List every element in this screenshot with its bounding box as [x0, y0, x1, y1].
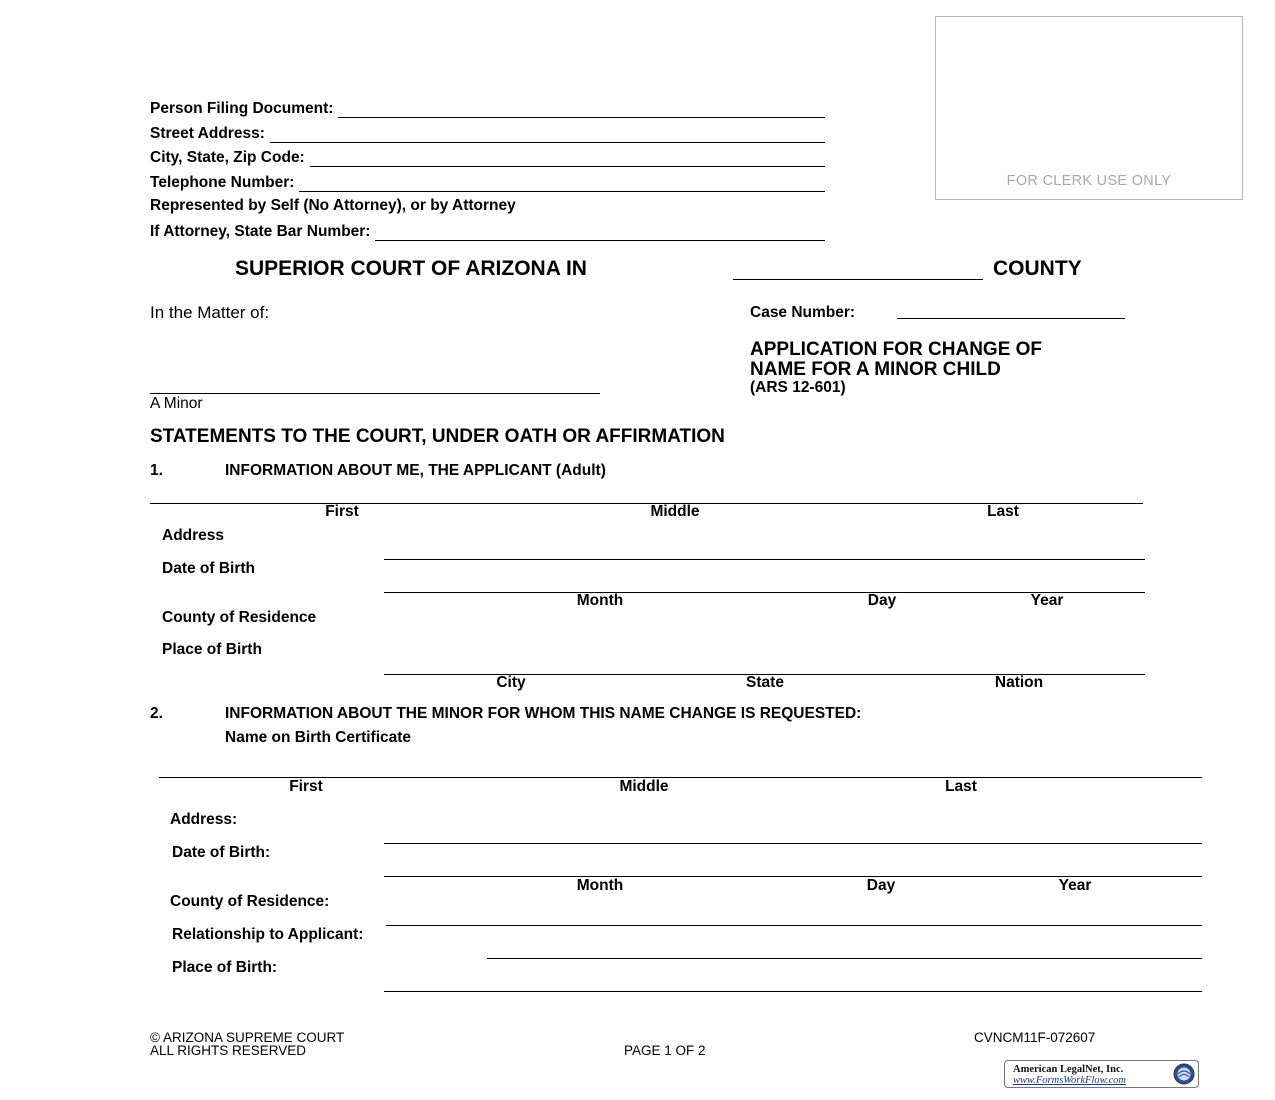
clerk-use-box — [935, 16, 1243, 200]
city-state-zip-line[interactable] — [310, 152, 825, 167]
city-state-zip-field[interactable] — [150, 147, 825, 167]
person-filing-field[interactable] — [150, 98, 825, 118]
footer-page-number: PAGE 1 OF 2 — [624, 1043, 706, 1058]
section2-title: INFORMATION ABOUT THE MINOR FOR WHOM THIS NAME CHANGE IS REQUESTED: — [225, 705, 862, 722]
section2-last-label: Last — [945, 778, 977, 795]
minor-label: A Minor — [150, 395, 203, 412]
section2-month-label: Month — [576, 877, 624, 894]
street-address-label: Street Address: — [150, 125, 265, 142]
street-address-line[interactable] — [270, 128, 825, 143]
section1-nation-label: Nation — [994, 674, 1044, 691]
section1-first-label: First — [325, 503, 359, 520]
american-legalnet-logo[interactable] — [1004, 1060, 1199, 1088]
section1-day-label: Day — [867, 592, 897, 609]
footer-form-code: CVNCM11F-072607 — [974, 1030, 1096, 1045]
county-line[interactable] — [733, 279, 983, 280]
section2-address-label: Address: — [170, 811, 238, 828]
section1-dob-label: Date of Birth — [162, 560, 255, 577]
city-state-zip-label: City, State, Zip Code: — [150, 149, 305, 166]
case-number-line[interactable] — [897, 318, 1125, 319]
section1-year-label: Year — [1030, 592, 1064, 609]
state-bar-number-label: If Attorney, State Bar Number: — [150, 223, 371, 240]
statements-heading: STATEMENTS TO THE COURT, UNDER OATH OR AFFIRMATION — [150, 426, 725, 447]
footer-rights: ALL RIGHTS RESERVED — [150, 1043, 307, 1058]
form-title-line1: APPLICATION FOR CHANGE OF — [750, 339, 1043, 360]
section2-middle-label: Middle — [619, 778, 669, 795]
section1-last-label: Last — [987, 503, 1019, 520]
section1-middle-label: Middle — [650, 503, 700, 520]
section1-city-label: City — [496, 674, 526, 691]
representation-text: Represented by Self (No Attorney), or by Attorney — [150, 197, 516, 214]
case-number-label: Case Number: — [750, 304, 856, 321]
court-title-right: COUNTY — [993, 257, 1082, 280]
section1-address-label: Address — [162, 527, 225, 544]
section1-number: 1. — [150, 462, 163, 479]
state-bar-number-line[interactable] — [375, 226, 825, 241]
telephone-line[interactable] — [299, 177, 825, 192]
minor-name-line[interactable] — [150, 393, 600, 394]
section2-county-label: County of Residence: — [170, 893, 330, 910]
state-bar-number-field[interactable] — [150, 221, 825, 241]
section2-subtitle: Name on Birth Certificate — [225, 729, 412, 746]
clerk-use-text: FOR CLERK USE ONLY — [1006, 173, 1172, 189]
person-filing-line[interactable] — [338, 103, 825, 118]
section2-pob-line[interactable] — [384, 991, 1202, 992]
section1-state-label: State — [746, 674, 784, 691]
logo-website-link[interactable]: www.FormsWorkFlow.com — [1013, 1075, 1126, 1086]
section1-title: INFORMATION ABOUT ME, THE APPLICANT (Adult) — [225, 462, 606, 479]
footer-copyright: © ARIZONA SUPREME COURT — [150, 1030, 345, 1045]
person-filing-label: Person Filing Document: — [150, 100, 334, 117]
section1-county-label: County of Residence — [162, 609, 317, 626]
matter-label: In the Matter of: — [150, 303, 270, 322]
section2-relationship-label: Relationship to Applicant: — [172, 926, 364, 943]
section2-county-line[interactable] — [386, 925, 1202, 926]
court-title-left: SUPERIOR COURT OF ARIZONA IN — [235, 257, 587, 280]
section2-address-line[interactable] — [384, 843, 1202, 844]
telephone-field[interactable] — [150, 172, 825, 192]
section2-first-label: First — [289, 778, 323, 795]
section1-address-line[interactable] — [384, 559, 1145, 560]
form-title-line2: NAME FOR A MINOR CHILD — [750, 359, 1001, 380]
form-statute: (ARS 12-601) — [750, 379, 846, 396]
street-address-field[interactable] — [150, 123, 825, 143]
globe-icon — [1173, 1063, 1195, 1085]
section2-day-label: Day — [866, 877, 896, 894]
section2-dob-label: Date of Birth: — [172, 844, 271, 861]
section1-pob-label: Place of Birth — [162, 641, 262, 658]
section2-year-label: Year — [1058, 877, 1092, 894]
telephone-label: Telephone Number: — [150, 174, 295, 191]
section2-pob-label: Place of Birth: — [172, 959, 278, 976]
section2-relationship-line[interactable] — [487, 958, 1202, 959]
section1-month-label: Month — [576, 592, 624, 609]
section2-number: 2. — [150, 705, 163, 722]
logo-company-name: American LegalNet, Inc. — [1013, 1064, 1124, 1075]
